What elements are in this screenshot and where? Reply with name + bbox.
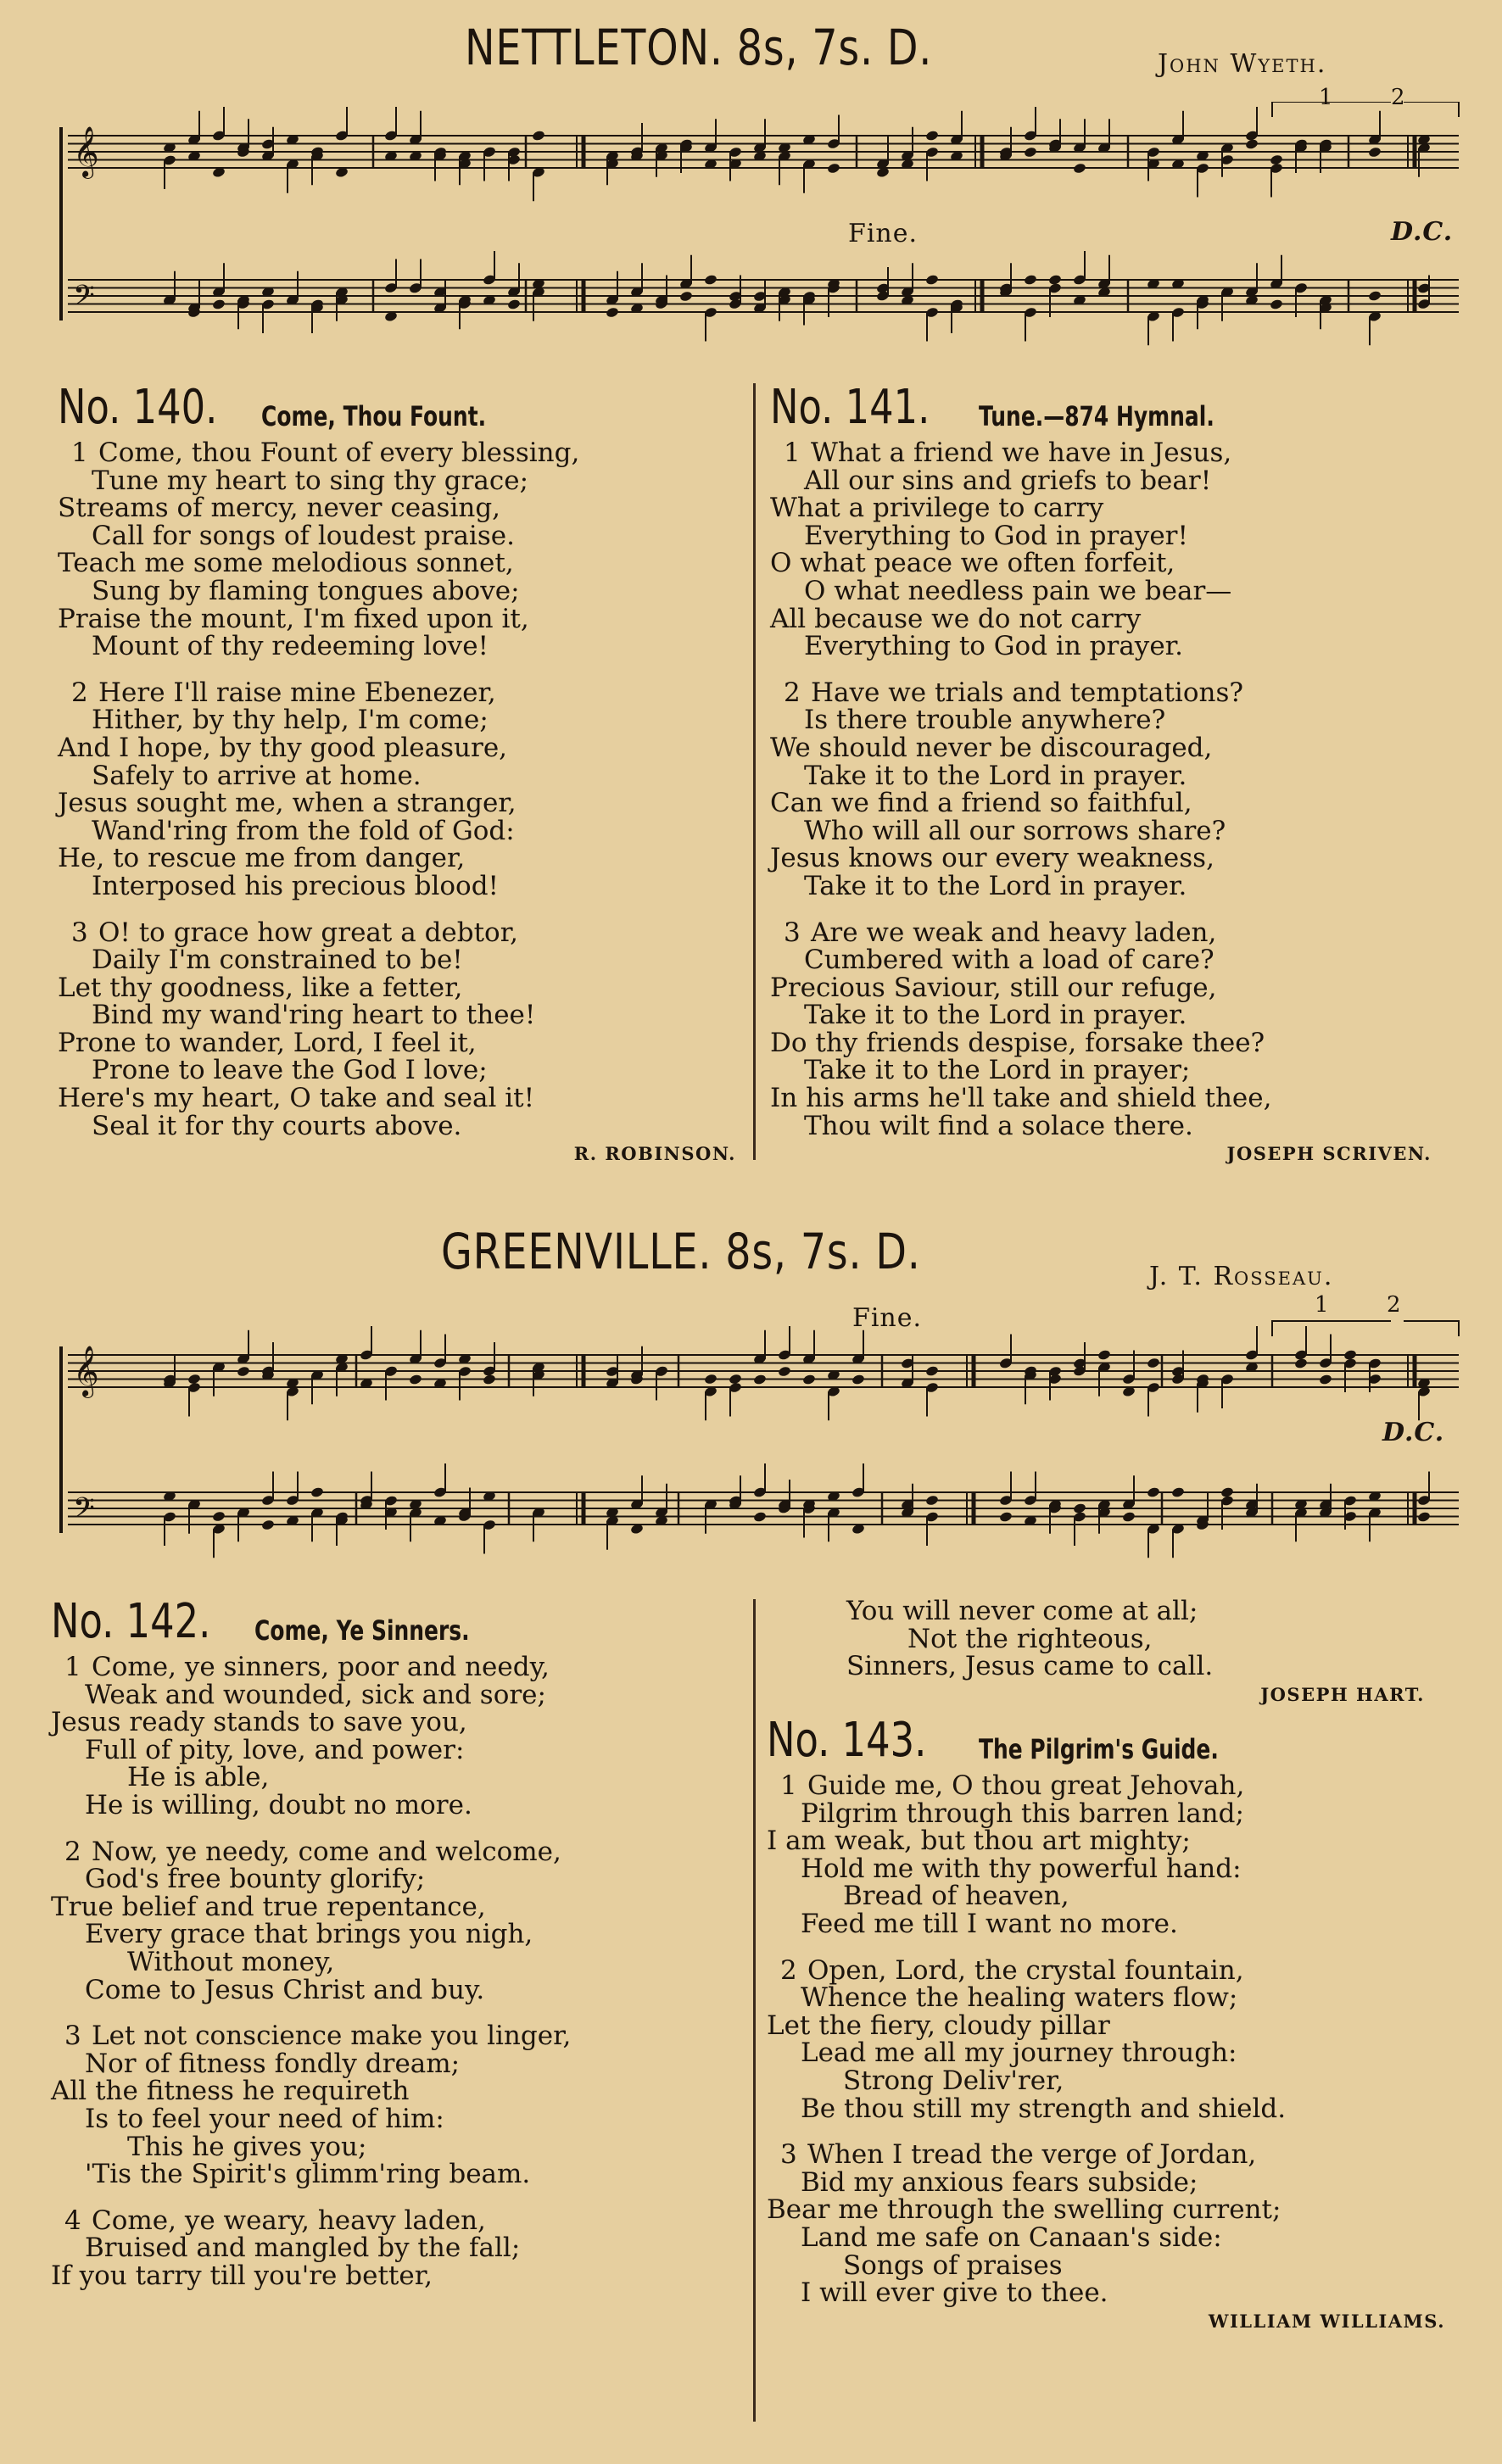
verse-line [58,946,736,974]
hymn-header [767,1713,1445,1772]
verse-line [51,1653,746,1681]
hymn-142-continuation [840,1597,1425,1705]
verse-line [58,1056,736,1084]
verse-line [770,789,1432,817]
verse-text: He is able, [127,1762,270,1793]
hymn-title: The Pilgrim's Guide. [979,1733,1219,1765]
verse-line [51,1920,746,1948]
dc-label: D.C. [1382,1418,1445,1447]
continuation-lines [840,1597,1425,1681]
stanza-number: 1 [784,438,801,468]
verse-text: Bind my wand'ring heart to thee! [92,1000,536,1031]
hymn-title: Come, Thou Fount. [261,400,487,432]
verse-text: Daily I'm constrained to be! [92,945,463,976]
hymn-author: JOSEPH SCRIVEN. [1226,1143,1432,1165]
verse-line [51,1948,746,1976]
verse-text: Streams of mercy, never ceasing, [58,493,501,524]
verse-text: Bid my anxious fears subside; [801,2166,1198,2198]
verse-text: Praise the mount, I'm fixed upon it, [58,603,529,634]
verse-line [770,439,1432,467]
verse-line [767,2249,1445,2281]
fine-label: Fine. [852,1303,923,1333]
verse-text: Mount of thy redeeming love! [92,631,489,662]
column-divider [753,1599,756,2422]
verse-line [767,1827,1445,1855]
hymn-stanzas [58,439,736,1140]
verse-text: Come, ye weary, heavy laden, [92,2205,486,2236]
verse-text: Hold me with thy powerful hand: [801,1853,1242,1884]
verse-line [767,1984,1445,2012]
verse-text: All our sins and griefs to bear! [804,465,1212,496]
stanza-number: 4 [64,2205,81,2236]
verse-line [58,467,736,495]
verse-text: I am weak, but thou art mighty; [767,1826,1191,1857]
verse-text: And I hope, by thy good pleasure, [58,732,508,763]
column-divider [753,383,756,1160]
verse-text: Here's my heart, O take and seal it! [58,1083,535,1114]
note-head [507,298,522,310]
verse-line [58,679,736,707]
verse-text: Land me safe on Canaan's side: [801,2222,1222,2253]
note-head [310,1486,325,1498]
note-head [409,1374,423,1385]
verse-line [51,2022,746,2050]
stanza-2 [767,1954,1445,2124]
stanza-1 [770,439,1432,661]
note-head [925,1494,940,1506]
verse-line [770,946,1432,974]
verse-text: Have we trials and temptations? [811,677,1243,708]
stanza-number: 3 [780,2139,797,2171]
verse-line [51,2077,746,2105]
note-head [1368,290,1382,302]
note-head [1270,298,1284,310]
verse-line [767,2039,1445,2067]
bass-clef: 𝄢 [73,1492,95,1531]
note-head [852,1374,866,1385]
verse-line [51,2262,746,2290]
verse-line [51,1734,746,1765]
verse-line: Sinners, Jesus came to call. [846,1651,1214,1682]
verse-line [51,1865,746,1893]
second-ending-bracket [1404,1321,1459,1336]
verse-line [51,1709,746,1737]
verse-text: Is there trouble anywhere? [804,705,1166,736]
verse-text: Tune my heart to sing thy grace; [92,465,529,496]
verse-text: Pilgrim through this barren land; [801,1798,1244,1829]
stanza-number: 2 [784,677,801,708]
verse-line [58,522,736,550]
verse-line [767,1910,1445,1938]
verse-text: Everything to God in prayer. [804,631,1183,662]
verse-text: He, to rescue me from danger, [58,843,466,874]
treble-clef: 𝄞 [73,1346,99,1396]
verse-text: Bruised and mangled by the fall; [85,2233,521,2264]
stanza-number: 2 [780,1954,797,1986]
stanza-1 [767,1772,1445,1938]
note-head [925,1365,940,1377]
verse-text: Let the fiery, cloudy pillar [767,2010,1110,2041]
note-head [1368,146,1382,158]
note-head [827,162,841,174]
verse-text: Bread of heaven, [843,1881,1069,1912]
verse-line [58,1001,736,1029]
ending-2-label: 2 [1387,1292,1402,1318]
hymn-number: No. 140. [58,380,218,435]
verse-text: Full of pity, love, and power: [85,1734,465,1765]
verse-line [770,919,1432,947]
stanza-3 [770,919,1432,1140]
verse-line [51,2050,746,2078]
verse-text: Whence the healing waters flow; [801,1982,1238,2014]
verse-text: Prone to wander, Lord, I feel it, [58,1027,477,1058]
verse-text: O! to grace how great a debtor, [98,917,518,948]
note-head [753,1511,768,1523]
verse-line [51,1789,746,1820]
verse-text: In his arms he'll take and shield thee, [770,1083,1272,1114]
stanza-2 [58,679,736,900]
verse-text: This he gives you; [127,2131,367,2162]
verse-text: Come, thou Fount of every blessing, [98,438,580,468]
staff-notation-nettleton [51,102,1476,348]
stanza-3 [767,2141,1445,2307]
composer-nettleton: John Wyeth. [1158,49,1327,79]
stanza-number: 3 [71,917,88,948]
verse-line [51,1838,746,1866]
verse-text: Sung by flaming tongues above; [92,575,520,606]
bass-clef: 𝄢 [73,280,95,319]
verse-text: We should never be discouraged, [770,732,1213,763]
verse-line [58,633,736,661]
stanza-4 [51,2207,746,2290]
verse-line [767,2067,1445,2095]
verse-line [767,2141,1445,2169]
verse-line [770,549,1432,577]
verse-text: Everything to God in prayer! [804,520,1188,551]
verse-text: Is to feel your need of him: [85,2103,444,2134]
tune-title-greenville: GREENVILLE. 8s, 7s. D. [441,1223,921,1280]
note-head [704,274,718,286]
note-head [1122,1511,1136,1523]
verse-text: If you tarry till you're better, [51,2260,433,2291]
verse-text: Without money, [127,1946,335,1977]
stanza-number: 3 [784,917,801,948]
verse-line [767,2196,1445,2224]
stanza-number: 3 [64,2021,81,2052]
note-head [1147,1357,1161,1369]
note-head [261,1519,276,1530]
verse-text: Take it to the Lord in prayer; [804,1055,1191,1086]
ending-2-label: 2 [1391,85,1406,110]
music-nettleton [51,102,1476,351]
note-head [1319,1374,1333,1385]
verse-line [58,817,736,845]
verse-line [767,2166,1445,2198]
verse-line [770,817,1432,845]
note-head [212,1510,226,1522]
note-head [1245,138,1259,150]
verse-line [58,1112,736,1140]
note-head [753,1374,768,1385]
verse-line [58,789,736,817]
verse-line [58,439,736,467]
note-head [999,1511,1013,1523]
hymn-142 [51,1594,746,2308]
verse-text: Bear me through the swelling current; [767,2194,1281,2226]
ending-1-label: 1 [1319,85,1334,110]
verse-text: Teach me some melodious sonnet, [58,548,514,579]
verse-line [767,1800,1445,1828]
note-head [925,274,940,286]
stanza-number: 1 [64,1652,81,1682]
verse-text: What a privilege to carry [770,493,1104,524]
verse-line [58,605,736,633]
note-head [1024,274,1038,286]
verse-text: O what peace we often forfeit, [770,548,1175,579]
verse-text: 'Tis the Spirit's glimm'ring beam. [85,2159,531,2190]
note-head [1073,162,1087,174]
verse-line [767,2012,1445,2040]
verse-line [51,2234,746,2262]
verse-text: When I tread the verge of Jordan, [807,2139,1257,2171]
stanza-3 [58,919,736,1140]
verse-text: Weak and wounded, sick and sore; [85,1679,546,1710]
verse-line [58,494,736,522]
note-head [212,298,226,310]
verse-line [770,706,1432,734]
first-ending-bracket [1272,1321,1391,1336]
hymn-number: No. 142. [51,1594,211,1649]
verse-text: He is willing, doubt no more. [85,1789,472,1820]
verse-text: Hither, by thy help, I'm come; [92,705,489,736]
verse-line [770,1084,1432,1112]
verse-line [51,2207,746,2235]
hymn-stanzas [51,1653,746,2289]
verse-line [51,2160,746,2188]
verse-text: Songs of praises [843,2249,1063,2281]
verse-line: Not the righteous, [907,1623,1153,1654]
stanza-number: 2 [71,677,88,708]
note-head [1417,1511,1432,1523]
verse-line [770,1056,1432,1084]
verse-line [58,706,736,734]
composer-greenville: J. T. Rosseau. [1149,1262,1334,1291]
verse-line [51,1681,746,1709]
hymn-141 [770,380,1432,1164]
stanza-3 [51,2022,746,2188]
hymn-title: Come, Ye Sinners. [254,1614,470,1647]
verse-line [51,1976,746,2004]
verse-text: Precious Saviour, still our refuge, [770,972,1217,1003]
note-head [483,1374,497,1385]
hymn-stanzas [767,1772,1445,2307]
verse-line [51,2105,746,2133]
verse-text: Call for songs of loudest praise. [92,520,515,551]
verse-text: Come, ye sinners, poor and needy, [92,1652,550,1682]
note-head [237,1365,251,1377]
verse-text: All the fitness he requireth [51,2076,410,2107]
verse-line [770,522,1432,550]
dc-label: D.C. [1391,217,1454,247]
music-greenville [51,1304,1476,1562]
hymn-143 [767,1713,1445,2332]
hymn-header [58,380,736,439]
verse-text: Who will all our sorrows share? [804,815,1226,846]
verse-line [58,919,736,947]
verse-line [58,974,736,1002]
verse-line [58,734,736,762]
note-head [925,130,940,142]
note-head [1097,1349,1112,1361]
hymn-header [770,380,1432,439]
verse-line [51,2133,746,2161]
hymn-number: No. 141. [770,380,930,435]
note-head [704,1373,718,1385]
verse-text: Feed me till I want no more. [801,1908,1178,1939]
verse-line [770,633,1432,661]
verse-line [770,679,1432,707]
verse-line [770,1001,1432,1029]
verse-text: Thou wilt find a solace there. [804,1110,1193,1141]
note-head [802,1374,817,1385]
verse-line [58,577,736,605]
verse-text: Take it to the Lord in prayer. [804,870,1187,901]
verse-text: Nor of fitness fondly dream; [85,2048,461,2079]
staff-notation-greenville [51,1304,1476,1558]
verse-text: Let not conscience make you linger, [92,2021,572,2052]
tune-title-nettleton: NETTLETON. 8s, 7s. D. [465,19,933,76]
verse-line [51,1893,746,1921]
note-head [1171,1486,1186,1498]
note-head [679,290,694,302]
verse-line [770,605,1432,633]
note-head [606,306,620,318]
verse-line [770,494,1432,522]
verse-line [767,2095,1445,2123]
verse-text: Lead me all my journey through: [801,2038,1237,2069]
verse-line [770,845,1432,872]
verse-line [767,1772,1445,1800]
hymn-header [51,1594,746,1653]
verse-text: Do thy friends despise, forsake thee? [770,1027,1265,1058]
verse-line [58,1084,736,1112]
verse-text: God's free bounty glorify; [85,1864,426,1895]
verse-text: Jesus ready stands to save you, [51,1707,467,1738]
verse-text: Are we weak and heavy laden, [811,917,1217,948]
stanza-number: 2 [64,1836,81,1867]
verse-line [58,845,736,872]
verse-text: Take it to the Lord in prayer. [804,1000,1187,1031]
verse-line [58,872,736,900]
second-ending-bracket [1404,102,1459,117]
verse-line [767,1855,1445,1883]
verse-text: I will ever give to thee. [801,2277,1108,2309]
verse-text: Be thou still my strength and shield. [801,2093,1287,2124]
verse-text: Let thy goodness, like a fetter, [58,972,463,1003]
hymn-140 [58,380,736,1164]
verse-text: Strong Deliv'rer, [843,2065,1064,2096]
hymn-author: R. ROBINSON. [573,1143,736,1165]
hymn-author: JOSEPH HART. [1260,1683,1425,1705]
verse-line [770,467,1432,495]
verse-line [770,762,1432,790]
verse-line [767,1954,1445,1986]
verse-line [770,577,1432,605]
verse-line [770,734,1432,762]
stanza-1 [58,439,736,661]
verse-line [767,2224,1445,2252]
verse-text: Guide me, O thou great Jehovah, [807,1770,1245,1801]
verse-text: Open, Lord, the crystal fountain, [807,1954,1244,1986]
verse-text: Jesus knows our every weakness, [770,843,1214,874]
verse-line [770,1029,1432,1057]
verse-line [58,762,736,790]
stanza-number: 1 [71,438,88,468]
hymn-title: Tune.—874 Hymnal. [979,400,1214,432]
verse-text: Prone to leave the God I love; [92,1055,488,1086]
stanza-number: 1 [780,1770,797,1801]
note-head [1147,1486,1161,1498]
verse-text: Here I'll raise mine Ebenezer, [98,677,496,708]
stanza-2 [770,679,1432,900]
verse-line: You will never come at all; [846,1596,1198,1626]
verse-text: O what needless pain we bear— [804,575,1232,606]
verse-text: Now, ye needy, come and welcome, [92,1836,561,1867]
verse-text: Come to Jesus Christ and buy. [85,1974,485,2005]
verse-line [58,549,736,577]
verse-text: Safely to arrive at home. [92,760,422,791]
verse-line [770,974,1432,1002]
stanza-2 [51,1838,746,2004]
verse-text: True belief and true repentance, [51,1891,486,1922]
verse-text: Can we find a friend so faithful, [770,788,1192,819]
verse-line [767,2279,1445,2307]
note-head [532,130,546,142]
note-head [1024,146,1038,158]
treble-clef: 𝄞 [73,126,99,177]
verse-line [767,1882,1445,1910]
verse-text: Jesus sought me, when a stranger, [58,788,516,819]
hymn-number: No. 143. [767,1713,927,1768]
verse-line [770,1112,1432,1140]
hymn-stanzas [770,439,1432,1140]
verse-text: Seal it for thy courts above. [92,1110,462,1141]
verse-text: Take it to the Lord in prayer. [804,760,1187,791]
ending-1-label: 1 [1315,1292,1330,1318]
hymn-author: WILLIAM WILLIAMS. [1208,2310,1445,2332]
verse-text: Cumbered with a load of care? [804,945,1214,976]
stanza-1 [51,1653,746,1820]
verse-text: Interposed his precious blood! [92,870,500,901]
verse-line [770,872,1432,900]
note-head [778,1365,792,1377]
note-head [1294,1357,1309,1369]
verse-text: What a friend we have in Jesus, [811,438,1232,468]
verse-text: Wand'ring from the fold of God: [92,815,515,846]
verse-line [58,1029,736,1057]
verse-line [51,1764,746,1792]
fine-label: Fine. [848,219,919,248]
verse-text: Every grace that brings you nigh, [85,1919,533,1950]
verse-text: All because we do not carry [770,603,1142,634]
